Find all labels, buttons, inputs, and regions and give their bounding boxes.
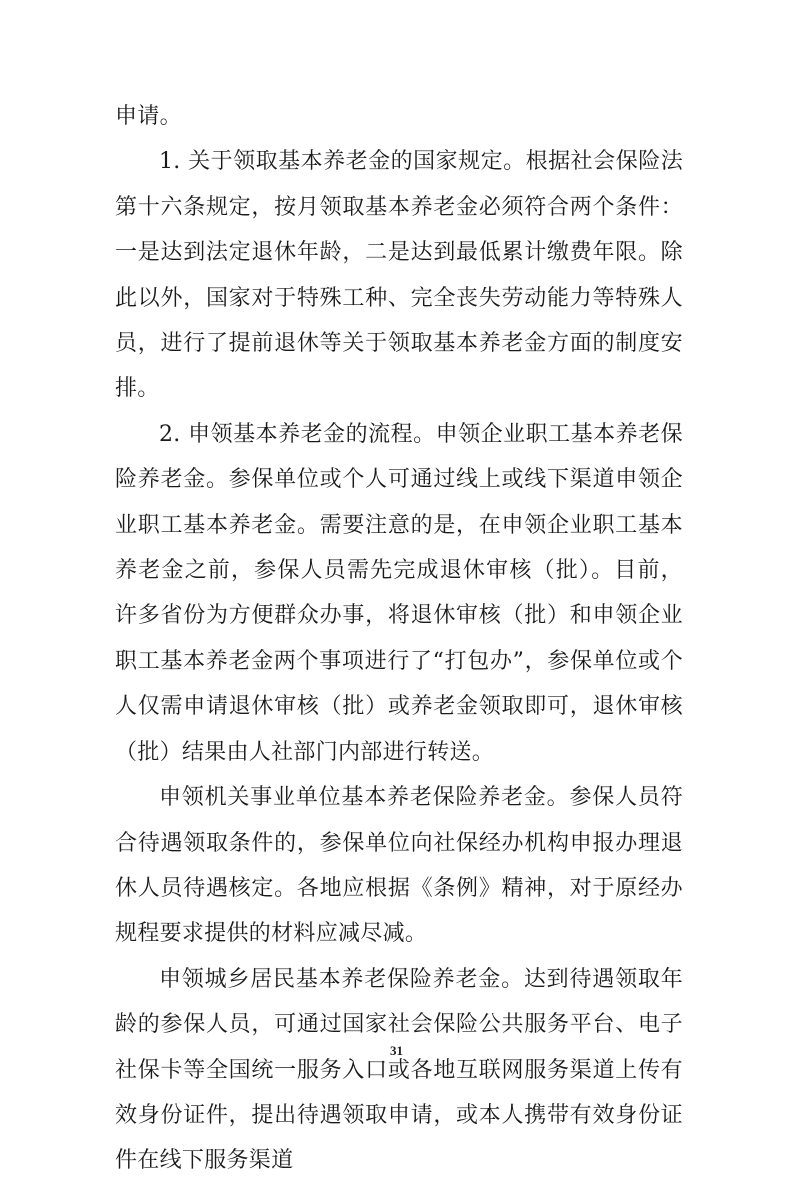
paragraph-3-lead: 2. 申领基本养老金的流程。 [159,421,436,447]
paragraph-2-text: 根据社会保险法第十六条规定，按月领取基本养老金必须符合两个条件：一是达到法定退休年龄，二是达到最低累计缴费年限。除此以外，国家对于特殊工种、完全丧失劳动能力等特殊人员，进行了提前退休等关于领取基本养老金方面的制度安排。 [115,149,683,402]
paragraph-4 [115,775,683,957]
paragraph-4-text: 申领机关事业单位基本养老保险养老金。参保人员符合待遇领取条件的，参保单位向社保经办机构申报办理退休人员待遇核定。各地应根据《条例》精神，对于原经办规程要求提供的材料应减尽减。 [115,785,683,947]
paragraph-2 [115,139,683,411]
paragraph-5 [115,957,683,1184]
paragraph-3-text: 申领企业职工基本养老保险养老金。参保单位或个人可通过线上或线下渠道申领企业职工基本养老金。需要注意的是，在申领企业职工基本养老金之前，参保人员需先完成退休审核（批）。目前，许多省份为方便群众办事，将退休审核（批）和申领企业职工基本养老金两个事项进行了“打包办”，参保单位或个人仅需申请退休审核（批）或养老金领取即可，退休审核（批）结果由人社部门内部进行转送。 [115,421,683,765]
paragraph-3 [115,412,683,775]
paragraph-1 [115,94,683,139]
paragraph-2-lead: 1. 关于领取基本养老金的国家规定。 [159,149,526,175]
paragraph-5-text: 申领城乡居民基本养老保险养老金。达到待遇领取年龄的参保人员，可通过国家社会保险公共服务平台、电子社保卡等全国统一服务入口或各地互联网服务渠道上传有效身份证件，提出待遇领取申请，或本人携带有效身份证件在线下服务渠道 [115,966,683,1174]
page-number: 31 [390,1043,403,1058]
document-body [115,94,683,1184]
paragraph-1-text: 申请。 [115,104,182,129]
